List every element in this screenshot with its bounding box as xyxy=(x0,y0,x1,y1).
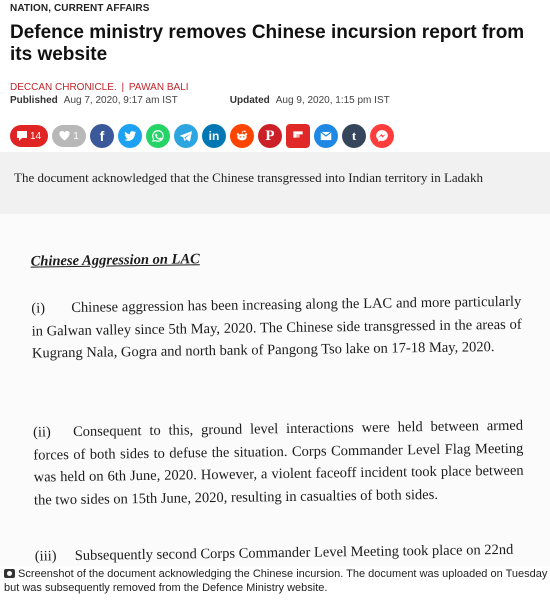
byline-separator: | xyxy=(121,82,125,93)
pinterest-icon: P xyxy=(265,127,275,144)
updated-label: Updated xyxy=(229,95,270,106)
share-bar xyxy=(10,124,394,148)
paragraph-number: (ii) xyxy=(32,424,51,441)
byline xyxy=(10,82,189,93)
facebook-share-button[interactable] xyxy=(90,124,114,148)
comment-icon xyxy=(17,131,27,141)
reddit-share-button[interactable] xyxy=(230,124,254,148)
paragraph-text: Consequent to this, ground level interactions were held between armed forces of both sides to defuse the situation. Corps Commander Level Flag Meeting was held on 6th June, 2020. However, a violent faceoff incident took place between the two sides on 15th June, 2020, resulting in casualties of both sides. xyxy=(33,417,524,509)
messenger-share-button[interactable] xyxy=(370,124,394,148)
paragraph-text: Chinese aggression has been increasing along the LAC and more particularly in Galwan valley since 5th May, 2020. The Chinese side transgressed in the areas of Kugrang Nala, Gogra and north bank of Pangong Tso lake on 17-18 May, 2020. xyxy=(31,293,522,362)
paragraph-number: (i) xyxy=(31,300,46,317)
messenger-icon xyxy=(375,129,389,143)
document-screenshot xyxy=(0,214,550,566)
paragraph-text: Subsequently second Corps Commander Level Meeting took place on 22nd xyxy=(74,541,514,564)
image-caption-text: Screenshot of the document acknowledging the Chinese incursion. The document was uploaded on Tuesday but was subsequently removed from the Defence Ministry website. xyxy=(4,568,548,594)
paragraph-number: (iii) xyxy=(34,548,57,565)
tumblr-icon: t xyxy=(351,128,357,143)
published-date: Aug 7, 2020, 9:17 am IST xyxy=(63,95,178,106)
source-link[interactable]: DECCAN CHRONICLE. xyxy=(10,82,117,93)
author-link[interactable]: PAWAN BALI xyxy=(128,82,189,93)
whatsapp-share-button[interactable] xyxy=(146,124,170,148)
telegram-icon xyxy=(179,129,193,143)
twitter-share-button[interactable] xyxy=(118,124,142,148)
document-title: Chinese Aggression on LAC xyxy=(30,251,200,270)
document-paragraph xyxy=(35,539,525,566)
comments-button[interactable] xyxy=(10,125,48,147)
email-share-button[interactable] xyxy=(314,124,338,148)
email-icon xyxy=(319,129,333,143)
pinterest-share-button[interactable] xyxy=(258,124,282,148)
twitter-icon xyxy=(123,129,137,143)
image-caption-top: The document acknowledged that the Chinese transgressed into Indian territory in Ladakh xyxy=(0,152,550,214)
document-paragraph xyxy=(33,415,524,512)
likes-count: 1 xyxy=(73,130,79,142)
flipboard-share-button[interactable] xyxy=(286,124,310,148)
article-headline: Defence ministry removes Chinese incursion report from its website xyxy=(10,22,525,65)
heart-icon xyxy=(59,131,70,141)
camera-icon xyxy=(4,569,15,578)
tumblr-share-button[interactable] xyxy=(342,124,366,148)
published-label: Published xyxy=(10,95,58,106)
document-paragraph xyxy=(31,291,522,365)
telegram-share-button[interactable] xyxy=(174,124,198,148)
facebook-icon: f xyxy=(99,128,105,144)
article-dates xyxy=(10,95,390,106)
whatsapp-icon xyxy=(151,129,165,143)
image-caption-bottom xyxy=(4,567,548,595)
like-button[interactable] xyxy=(52,125,86,147)
reddit-icon xyxy=(235,129,249,143)
article-category[interactable]: NATION, CURRENT AFFAIRS xyxy=(10,3,150,14)
updated-date: Aug 9, 2020, 1:15 pm IST xyxy=(275,95,390,106)
comments-count: 14 xyxy=(29,130,42,142)
linkedin-icon: in xyxy=(208,129,220,143)
linkedin-share-button[interactable] xyxy=(202,124,226,148)
flipboard-icon xyxy=(291,129,305,143)
